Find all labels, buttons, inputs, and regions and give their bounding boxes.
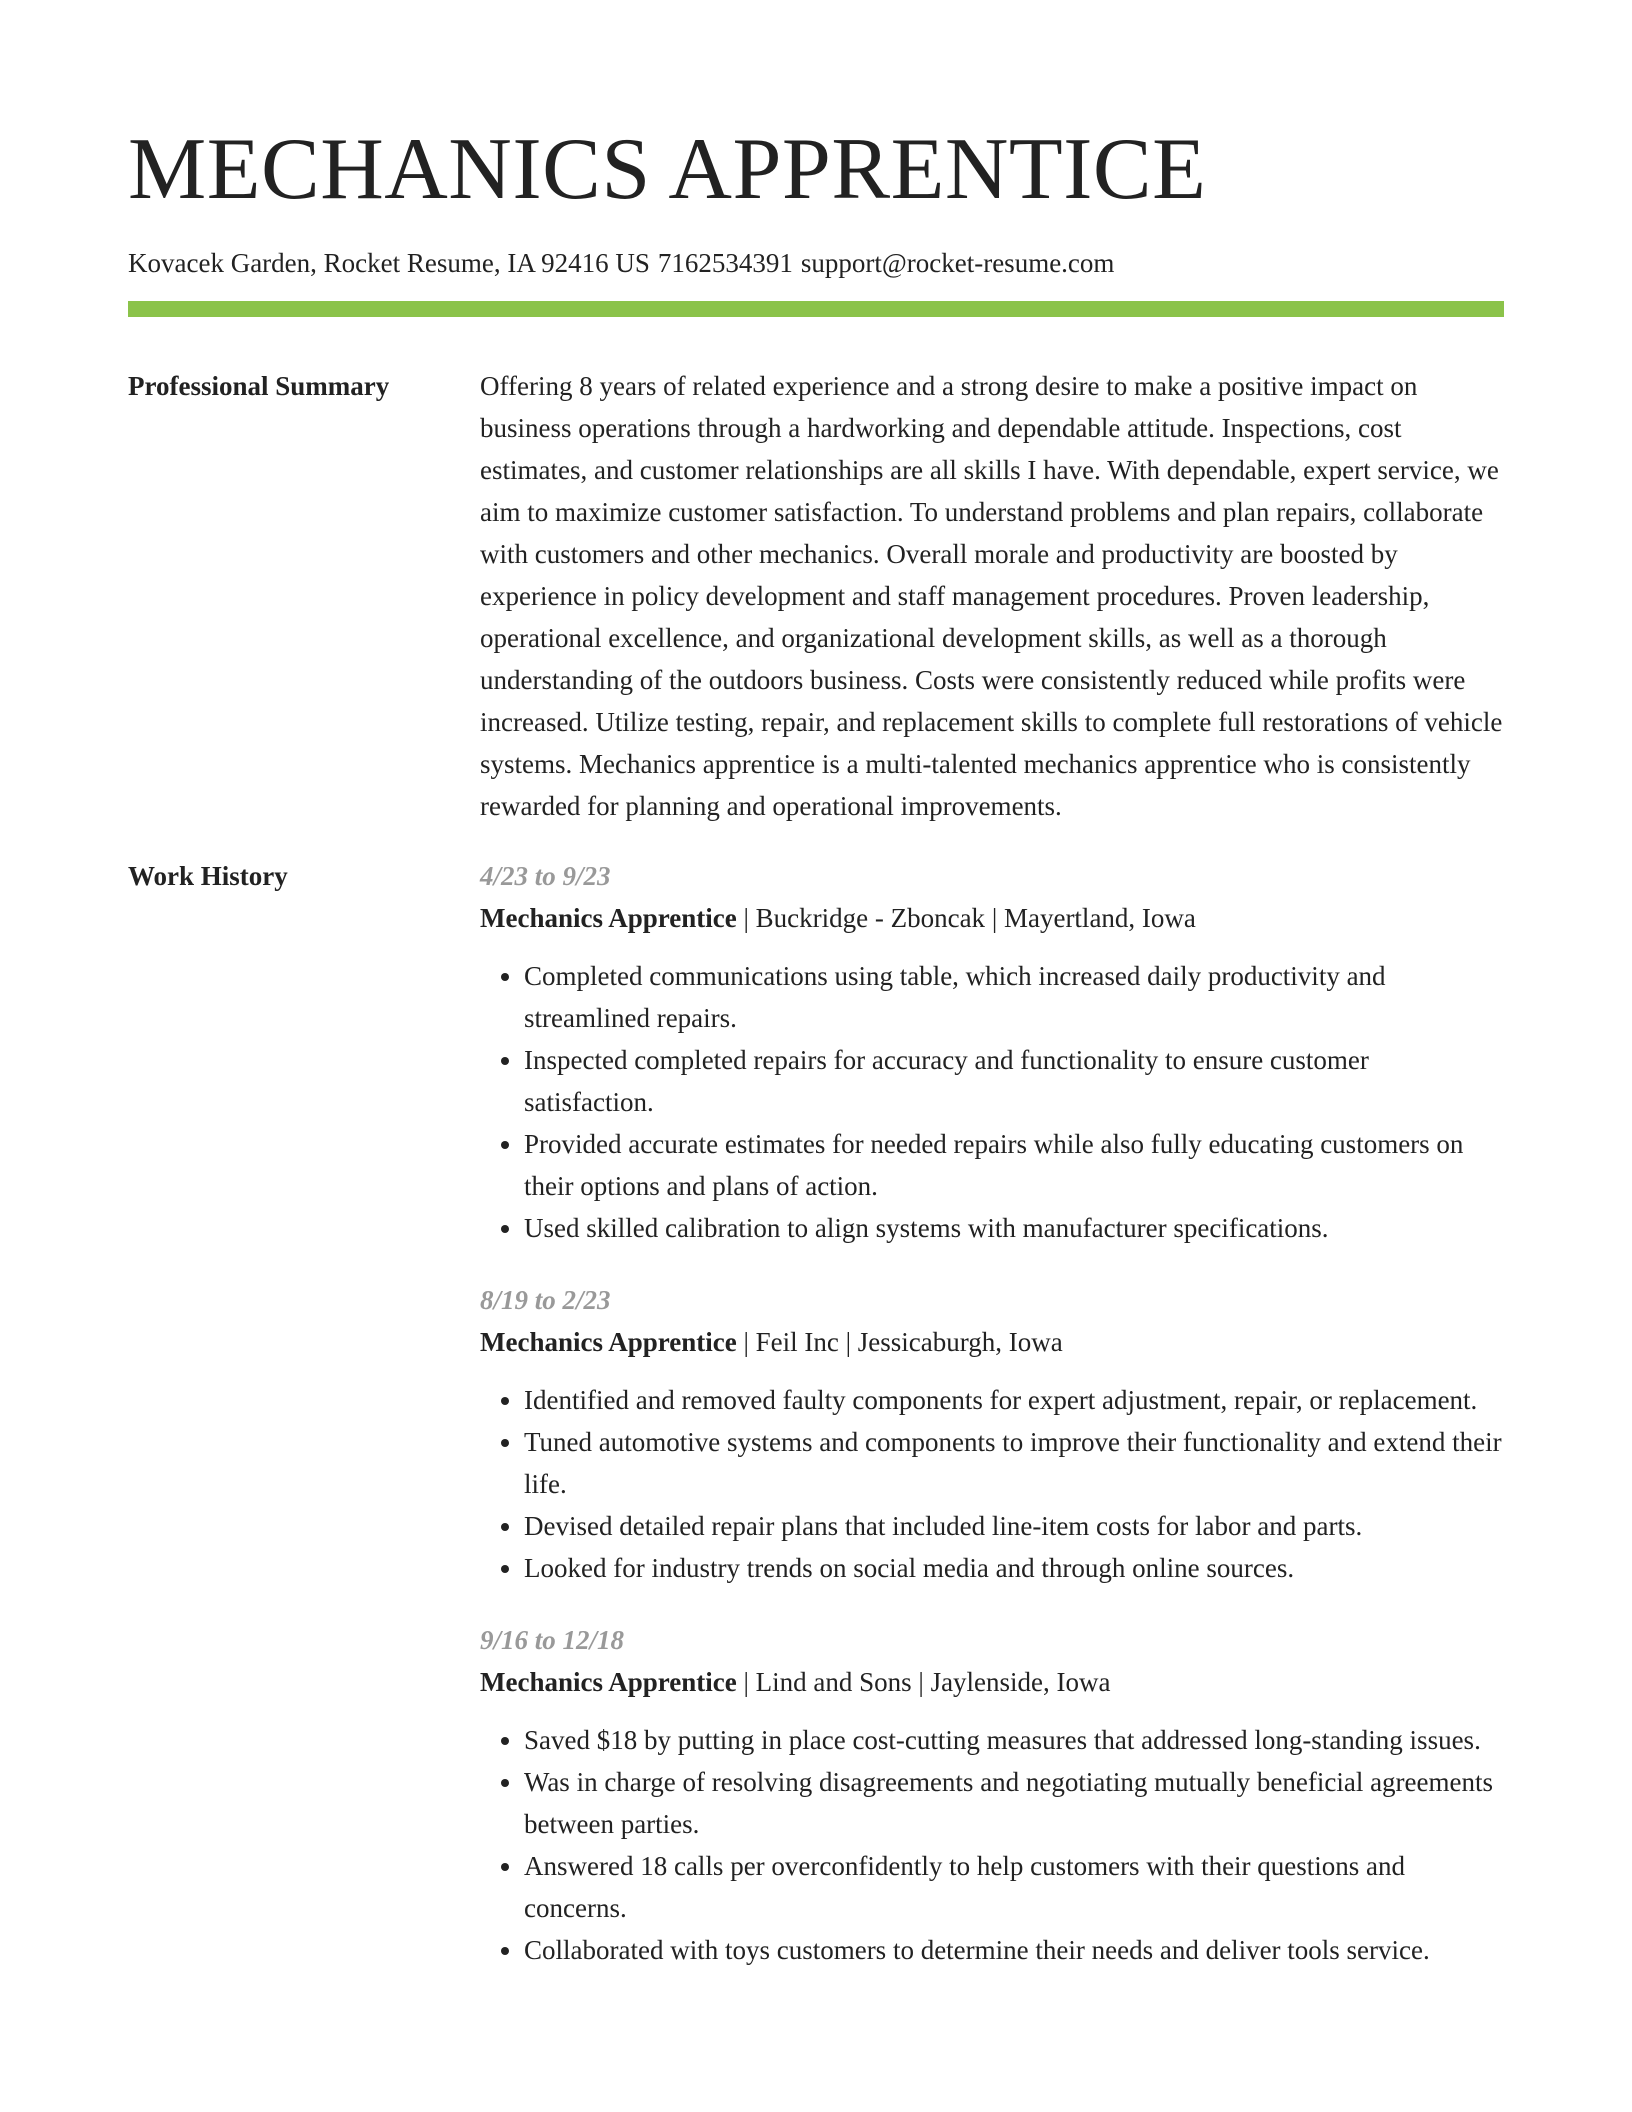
job-bullet-item: • Answered 18 calls per overconfidently to help customers with their questions and concerns. xyxy=(524,1845,1504,1929)
job-dates: 9/16 to 12/18 xyxy=(480,1625,625,1655)
job-bullet-item: • Completed communications using table, which increased daily productivity and streamlined repairs. xyxy=(524,955,1504,1039)
job-bullet-item: • Was in charge of resolving disagreements and negotiating mutually beneficial agreements between parties. xyxy=(524,1761,1504,1845)
job-location: Jaylenside, Iowa xyxy=(930,1667,1111,1697)
job-location: Mayertland, Iowa xyxy=(1003,903,1196,933)
job-location: Jessicaburgh, Iowa xyxy=(857,1327,1063,1357)
summary-heading: Professional Summary xyxy=(128,371,390,401)
contact-phone: 7162534391 xyxy=(657,248,793,278)
summary-section xyxy=(128,365,1504,827)
job-bullet-item: • Used skilled calibration to align systems with manufacturer specifications. xyxy=(524,1207,1504,1249)
job-title: Mechanics Apprentice xyxy=(480,1327,737,1357)
job-company: Feil Inc xyxy=(755,1327,839,1357)
contact-address: Kovacek Garden, Rocket Resume, IA 92416 US xyxy=(128,248,650,278)
header-accent-rule xyxy=(128,301,1504,317)
work-history-body xyxy=(480,855,1504,2001)
candidate-name: MECHANICS APPRENTICE xyxy=(128,121,1207,218)
job-entry xyxy=(480,855,1504,1249)
job-heading-line xyxy=(480,1661,1504,1703)
work-history-heading: Work History xyxy=(128,861,288,891)
job-dates: 4/23 to 9/23 xyxy=(480,861,611,891)
job-dates: 8/19 to 2/23 xyxy=(480,1285,611,1315)
job-separator: | xyxy=(743,903,749,933)
job-bullet-list xyxy=(480,1719,1504,1971)
resume-page xyxy=(128,120,1504,2001)
contact-line xyxy=(128,246,1504,280)
summary-text: Offering 8 years of related experience and a strong desire to make a positive impact on business operations through a hardworking and dependable attitude. Inspections, cost estimates, and customer relationships are all skills I have. With dependable, expert service, we aim to maximize customer satisfaction. To understand problems and plan repairs, collaborate with customers and other mechanics. Overall morale and productivity are boosted by experience in policy development and staff management procedures. Proven leadership, operational excellence, and organizational development skills, as well as a thorough understanding of the outdoors business. Costs were consistently reduced while profits were increased. Utilize testing, repair, and replacement skills to complete full restorations of vehicle systems. Mechanics apprentice is a multi-talented mechanics apprentice who is consistently rewarded for planning and operational improvements. xyxy=(480,371,1503,821)
job-bullet-item: • Tuned automotive systems and components to improve their functionality and extend their life. xyxy=(524,1421,1504,1505)
contact-email: support@rocket-resume.com xyxy=(800,248,1115,278)
job-bullet-list xyxy=(480,955,1504,1249)
job-bullet-item: • Saved $18 by putting in place cost-cutting measures that addressed long-standing issues. xyxy=(524,1719,1504,1761)
summary-body xyxy=(480,365,1504,827)
job-bullet-item: • Collaborated with toys customers to determine their needs and deliver tools service. xyxy=(524,1929,1504,1971)
job-bullet-list xyxy=(480,1379,1504,1589)
job-entry xyxy=(480,1279,1504,1589)
job-bullet-item: • Devised detailed repair plans that included line-item costs for labor and parts. xyxy=(524,1505,1504,1547)
work-history-section xyxy=(128,855,1504,2001)
job-title: Mechanics Apprentice xyxy=(480,903,737,933)
job-bullet-item: • Looked for industry trends on social media and through online sources. xyxy=(524,1547,1504,1589)
job-separator: | xyxy=(743,1327,749,1357)
job-separator: | xyxy=(845,1327,852,1357)
job-separator: | xyxy=(743,1667,749,1697)
job-title: Mechanics Apprentice xyxy=(480,1667,737,1697)
job-heading-line xyxy=(480,897,1504,939)
job-heading-line xyxy=(480,1321,1504,1363)
job-entry xyxy=(480,1619,1504,1971)
job-company: Buckridge - Zboncak xyxy=(755,903,986,933)
job-company: Lind and Sons xyxy=(755,1667,912,1697)
job-bullet-item: • Inspected completed repairs for accuracy and functionality to ensure customer satisfaction. xyxy=(524,1039,1504,1123)
job-separator: | xyxy=(918,1667,924,1697)
job-bullet-item: • Provided accurate estimates for needed repairs while also fully educating customers on their options and plans of action. xyxy=(524,1123,1504,1207)
job-bullet-item: • Identified and removed faulty components for expert adjustment, repair, or replacement. xyxy=(524,1379,1504,1421)
job-separator: | xyxy=(991,903,998,933)
